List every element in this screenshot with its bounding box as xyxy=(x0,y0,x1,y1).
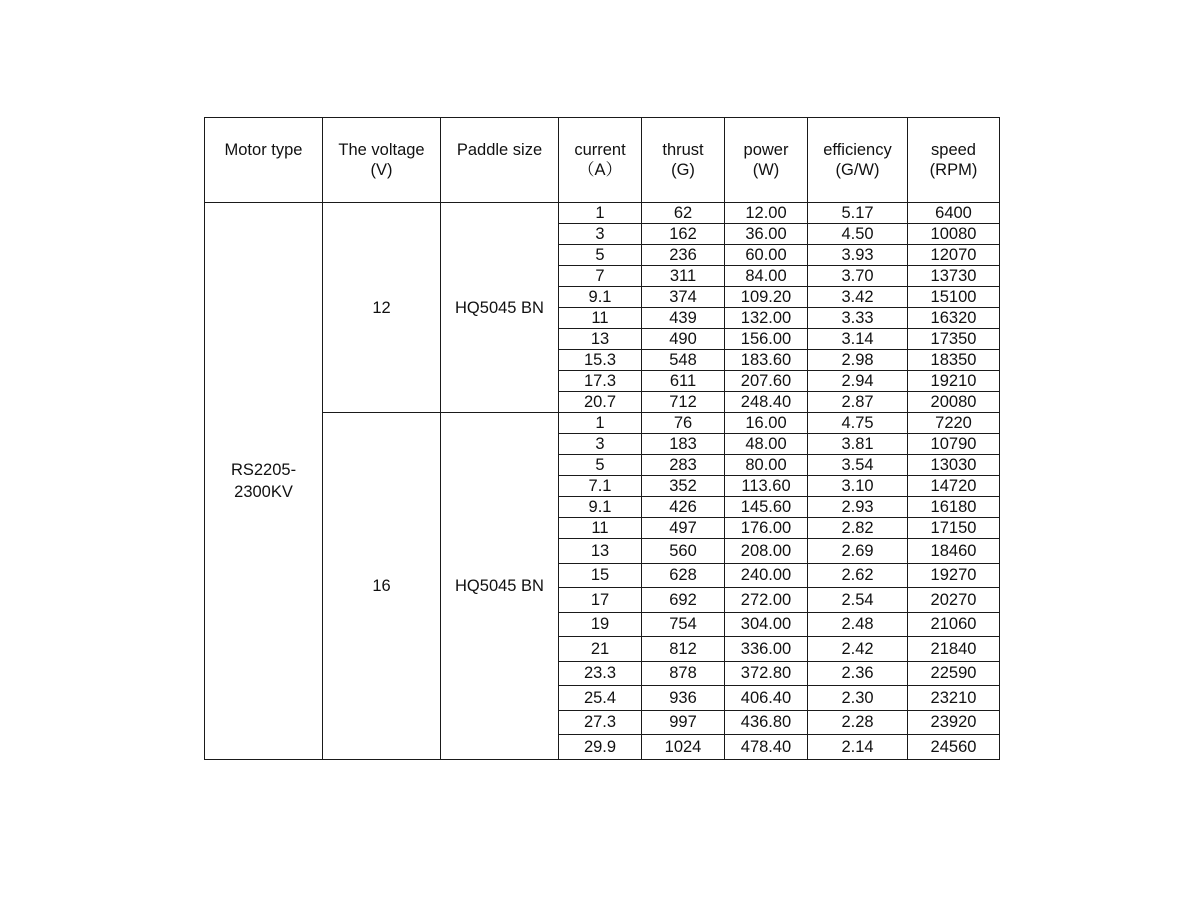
efficiency-cell: 3.81 xyxy=(808,434,908,455)
header-thrust-label: thrust xyxy=(662,141,704,159)
speed-cell: 20270 xyxy=(908,588,1000,613)
efficiency-cell: 2.54 xyxy=(808,588,908,613)
header-motor-type xyxy=(205,118,323,203)
current-cell: 9.1 xyxy=(559,497,642,518)
speed-cell: 19210 xyxy=(908,371,1000,392)
thrust-cell: 311 xyxy=(642,266,725,287)
current-cell: 1 xyxy=(559,413,642,434)
current-cell: 7 xyxy=(559,266,642,287)
speed-cell: 20080 xyxy=(908,392,1000,413)
paddle-size-cell: HQ5045 BN xyxy=(441,203,559,413)
current-cell: 3 xyxy=(559,434,642,455)
thrust-cell: 76 xyxy=(642,413,725,434)
table-body xyxy=(205,203,1000,760)
header-voltage-unit: (V) xyxy=(370,161,393,179)
header-efficiency-label: efficiency xyxy=(823,141,892,159)
speed-cell: 16320 xyxy=(908,308,1000,329)
header-row xyxy=(205,118,1000,203)
power-cell: 132.00 xyxy=(725,308,808,329)
current-cell: 1 xyxy=(559,203,642,224)
speed-cell: 14720 xyxy=(908,476,1000,497)
table-row xyxy=(205,413,1000,434)
efficiency-cell: 3.14 xyxy=(808,329,908,350)
header-speed-label: speed xyxy=(931,141,976,159)
efficiency-cell: 2.69 xyxy=(808,539,908,564)
paddle-size-cell: HQ5045 BN xyxy=(441,413,559,760)
thrust-cell: 812 xyxy=(642,637,725,662)
speed-cell: 13030 xyxy=(908,455,1000,476)
power-cell: 16.00 xyxy=(725,413,808,434)
current-cell: 17.3 xyxy=(559,371,642,392)
efficiency-cell: 2.62 xyxy=(808,563,908,588)
header-paddle-size xyxy=(441,118,559,203)
power-cell: 80.00 xyxy=(725,455,808,476)
header-speed xyxy=(908,118,1000,203)
header-current xyxy=(559,118,642,203)
power-cell: 36.00 xyxy=(725,224,808,245)
efficiency-cell: 4.75 xyxy=(808,413,908,434)
header-efficiency xyxy=(808,118,908,203)
thrust-cell: 692 xyxy=(642,588,725,613)
current-cell: 3 xyxy=(559,224,642,245)
efficiency-cell: 2.14 xyxy=(808,735,908,760)
speed-cell: 23920 xyxy=(908,710,1000,735)
header-efficiency-unit: (G/W) xyxy=(835,161,880,179)
thrust-cell: 236 xyxy=(642,245,725,266)
voltage-cell: 12 xyxy=(323,203,441,413)
header-power xyxy=(725,118,808,203)
thrust-cell: 548 xyxy=(642,350,725,371)
thrust-cell: 352 xyxy=(642,476,725,497)
speed-cell: 17150 xyxy=(908,518,1000,539)
speed-cell: 19270 xyxy=(908,563,1000,588)
header-motor-type-label: Motor type xyxy=(224,141,303,159)
header-power-unit: (W) xyxy=(752,161,780,179)
header-paddle-size-label: Paddle size xyxy=(456,141,543,159)
power-cell: 176.00 xyxy=(725,518,808,539)
speed-cell: 18460 xyxy=(908,539,1000,564)
power-cell: 145.60 xyxy=(725,497,808,518)
header-current-label: current xyxy=(574,141,626,159)
current-cell: 7.1 xyxy=(559,476,642,497)
thrust-cell: 62 xyxy=(642,203,725,224)
speed-cell: 18350 xyxy=(908,350,1000,371)
efficiency-cell: 3.33 xyxy=(808,308,908,329)
table-row xyxy=(205,203,1000,224)
power-cell: 113.60 xyxy=(725,476,808,497)
efficiency-cell: 2.94 xyxy=(808,371,908,392)
efficiency-cell: 2.28 xyxy=(808,710,908,735)
efficiency-cell: 3.93 xyxy=(808,245,908,266)
current-cell: 25.4 xyxy=(559,686,642,711)
power-cell: 156.00 xyxy=(725,329,808,350)
thrust-cell: 183 xyxy=(642,434,725,455)
thrust-cell: 439 xyxy=(642,308,725,329)
thrust-cell: 162 xyxy=(642,224,725,245)
power-cell: 406.40 xyxy=(725,686,808,711)
power-cell: 12.00 xyxy=(725,203,808,224)
voltage-cell: 16 xyxy=(323,413,441,760)
thrust-cell: 374 xyxy=(642,287,725,308)
header-voltage-label: The voltage xyxy=(338,141,425,159)
power-cell: 84.00 xyxy=(725,266,808,287)
current-cell: 21 xyxy=(559,637,642,662)
thrust-cell: 490 xyxy=(642,329,725,350)
thrust-cell: 712 xyxy=(642,392,725,413)
speed-cell: 12070 xyxy=(908,245,1000,266)
efficiency-cell: 3.10 xyxy=(808,476,908,497)
efficiency-cell: 2.93 xyxy=(808,497,908,518)
power-cell: 109.20 xyxy=(725,287,808,308)
current-cell: 11 xyxy=(559,518,642,539)
efficiency-cell: 3.54 xyxy=(808,455,908,476)
thrust-cell: 754 xyxy=(642,612,725,637)
thrust-cell: 1024 xyxy=(642,735,725,760)
speed-cell: 21840 xyxy=(908,637,1000,662)
speed-cell: 10080 xyxy=(908,224,1000,245)
efficiency-cell: 5.17 xyxy=(808,203,908,224)
power-cell: 478.40 xyxy=(725,735,808,760)
header-power-label: power xyxy=(743,141,789,159)
thrust-cell: 878 xyxy=(642,661,725,686)
efficiency-cell: 2.42 xyxy=(808,637,908,662)
motor-type-line: RS2205- xyxy=(230,460,297,479)
header-speed-unit: (RPM) xyxy=(929,161,978,179)
motor-performance-table xyxy=(204,117,1000,760)
thrust-cell: 611 xyxy=(642,371,725,392)
power-cell: 248.40 xyxy=(725,392,808,413)
current-cell: 29.9 xyxy=(559,735,642,760)
power-cell: 304.00 xyxy=(725,612,808,637)
efficiency-cell: 2.98 xyxy=(808,350,908,371)
efficiency-cell: 2.82 xyxy=(808,518,908,539)
power-cell: 60.00 xyxy=(725,245,808,266)
power-cell: 372.80 xyxy=(725,661,808,686)
current-cell: 13 xyxy=(559,539,642,564)
thrust-cell: 997 xyxy=(642,710,725,735)
efficiency-cell: 2.48 xyxy=(808,612,908,637)
header-thrust-unit: (G) xyxy=(671,161,695,179)
power-cell: 436.80 xyxy=(725,710,808,735)
current-cell: 13 xyxy=(559,329,642,350)
current-cell: 11 xyxy=(559,308,642,329)
thrust-cell: 497 xyxy=(642,518,725,539)
speed-cell: 7220 xyxy=(908,413,1000,434)
header-thrust xyxy=(642,118,725,203)
current-cell: 5 xyxy=(559,245,642,266)
power-cell: 240.00 xyxy=(725,563,808,588)
power-cell: 183.60 xyxy=(725,350,808,371)
current-cell: 23.3 xyxy=(559,661,642,686)
header-current-unit: （A） xyxy=(577,161,622,179)
current-cell: 15 xyxy=(559,563,642,588)
speed-cell: 6400 xyxy=(908,203,1000,224)
motor-type-line: 2300KV xyxy=(234,482,293,501)
power-cell: 207.60 xyxy=(725,371,808,392)
efficiency-cell: 2.30 xyxy=(808,686,908,711)
power-cell: 208.00 xyxy=(725,539,808,564)
thrust-cell: 426 xyxy=(642,497,725,518)
speed-cell: 17350 xyxy=(908,329,1000,350)
efficiency-cell: 3.42 xyxy=(808,287,908,308)
thrust-cell: 283 xyxy=(642,455,725,476)
speed-cell: 24560 xyxy=(908,735,1000,760)
current-cell: 27.3 xyxy=(559,710,642,735)
speed-cell: 22590 xyxy=(908,661,1000,686)
efficiency-cell: 2.87 xyxy=(808,392,908,413)
efficiency-cell: 2.36 xyxy=(808,661,908,686)
current-cell: 17 xyxy=(559,588,642,613)
thrust-cell: 628 xyxy=(642,563,725,588)
speed-cell: 13730 xyxy=(908,266,1000,287)
current-cell: 5 xyxy=(559,455,642,476)
header-voltage xyxy=(323,118,441,203)
power-cell: 272.00 xyxy=(725,588,808,613)
power-cell: 48.00 xyxy=(725,434,808,455)
speed-cell: 16180 xyxy=(908,497,1000,518)
current-cell: 19 xyxy=(559,612,642,637)
speed-cell: 21060 xyxy=(908,612,1000,637)
speed-cell: 15100 xyxy=(908,287,1000,308)
current-cell: 9.1 xyxy=(559,287,642,308)
speed-cell: 23210 xyxy=(908,686,1000,711)
efficiency-cell: 4.50 xyxy=(808,224,908,245)
motor-type-cell xyxy=(205,203,323,760)
current-cell: 15.3 xyxy=(559,350,642,371)
efficiency-cell: 3.70 xyxy=(808,266,908,287)
thrust-cell: 560 xyxy=(642,539,725,564)
power-cell: 336.00 xyxy=(725,637,808,662)
current-cell: 20.7 xyxy=(559,392,642,413)
speed-cell: 10790 xyxy=(908,434,1000,455)
thrust-cell: 936 xyxy=(642,686,725,711)
